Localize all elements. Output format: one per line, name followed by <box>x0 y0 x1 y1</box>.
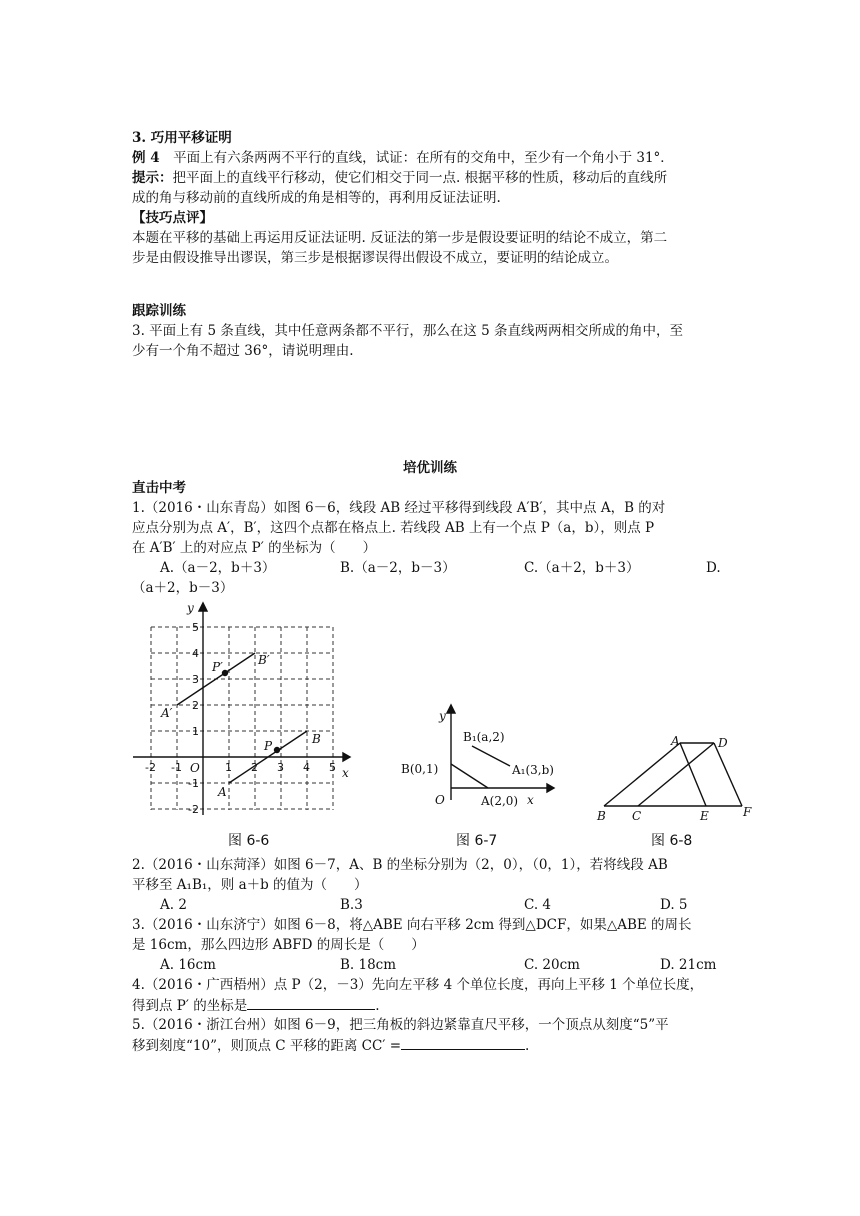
q1-option-c: C.（a＋2，b＋3） <box>524 560 640 576</box>
x-axis-arrow <box>547 784 554 792</box>
y-tick: 1 <box>192 725 199 738</box>
label-b: B <box>312 732 321 746</box>
q4-end: . <box>375 998 380 1014</box>
tracking-q3-line-1: 3. 平面上有 5 条直线，其中任意两条都不平行，那么在这 5 条直线两两相交所成的角中，至 <box>132 323 684 339</box>
origin-label: O <box>435 793 445 807</box>
label-e: E <box>700 809 709 823</box>
side-ba <box>604 743 680 806</box>
label-p: P <box>264 739 273 753</box>
x-axis-label: x <box>342 766 349 780</box>
q1-option-b: B.（a－2，b－3） <box>340 560 456 576</box>
y-axis-arrow <box>199 603 207 611</box>
q5-text: 移到刻度“10”，则顶点 C 平移的距离 CC′ = <box>132 1038 402 1054</box>
label-d: D <box>718 736 728 750</box>
q2-line-2: 平移至 A₁B₁，则 a＋b 的值为（ ） <box>132 877 368 893</box>
q2-line-1: 2.（2016・山东菏泽）如图 6－7，A、B 的坐标分别为（2，0），（0，1），若将线段 AB <box>132 857 668 873</box>
x-tick: -2 <box>145 761 156 774</box>
q2-option-d: D. 5 <box>660 897 688 913</box>
label-b: B <box>597 809 606 823</box>
y-axis-arrow <box>447 705 455 713</box>
y-tick: 2 <box>192 699 199 712</box>
point-p <box>275 748 280 753</box>
tip-line-1: 本题在平移的基础上再运用反证法证明. 反证法的第一步是假设要证明的结论不成立，第二 <box>132 230 668 246</box>
section-heading: 3. 巧用平移证明 <box>132 130 232 146</box>
q4-text: 得到点 P′ 的坐标是 <box>132 998 248 1014</box>
side-df <box>714 743 742 806</box>
x-axis-label: x <box>527 793 534 807</box>
figure-6-6 <box>128 600 368 828</box>
x-tick: 4 <box>303 761 310 774</box>
q5-end: . <box>525 1038 530 1054</box>
q1-option-a: A.（a－2，b＋3） <box>160 560 276 576</box>
label-a: A <box>671 734 680 748</box>
label-a1: A₁(3,b) <box>512 763 554 777</box>
grid-lines <box>151 627 333 810</box>
q3-option-a: A. 16cm <box>160 957 216 973</box>
x-tick: 2 <box>251 761 258 774</box>
x-tick: 1 <box>225 761 232 774</box>
example-4 <box>132 148 674 168</box>
q1-line-1: 1.（2016・山东青岛）如图 6－6，线段 AB 经过平移得到线段 A′B′，其中点 A，B 的对 <box>132 500 666 516</box>
q4-line-2 <box>132 995 380 1016</box>
y-tick: 3 <box>192 673 199 686</box>
q2-option-a: A. 2 <box>160 897 187 913</box>
example-label: 例 4 <box>132 150 160 166</box>
label-a: A(2,0) <box>481 794 519 808</box>
example-text: 平面上有六条两两不平行的直线，试证：在所有的交角中，至少有一个角小于 31°． <box>159 150 674 166</box>
training-title: 培优训练 <box>403 460 457 476</box>
y-axis-label: y <box>187 601 194 615</box>
q4-line-1: 4.（2016・广西梧州）点 P（2，－3）先向左平移 4 个单位长度，再向上平移 1 个单位长度， <box>132 977 704 993</box>
training-subtitle: 直击中考 <box>132 480 186 496</box>
x-tick: -1 <box>171 761 182 774</box>
figure-6-8-caption: 图 6-8 <box>651 833 693 849</box>
tracking-q3-line-2: 少有一个角不超过 36°，请说明理由. <box>132 343 354 359</box>
hint-label: 提示： <box>132 170 173 186</box>
figure-6-7-caption: 图 6-7 <box>456 833 498 849</box>
x-axis-arrow <box>343 753 350 761</box>
q1-option-d: D. <box>706 560 721 576</box>
tracking-heading: 跟踪训练 <box>132 303 186 319</box>
q3-option-b: B. 18cm <box>340 957 397 973</box>
label-p1: P′ <box>212 660 223 674</box>
y-tick: 4 <box>192 647 199 660</box>
y-tick: 5 <box>192 621 199 634</box>
q1-line-2: 应点分别为点 A′，B′，这四个点都在格点上. 若线段 AB 上有一个点 P（a，b），则点 P <box>132 520 655 536</box>
q1-line-3: 在 A′B′ 上的对应点 P′ 的坐标为（ ） <box>132 540 377 556</box>
hint-text-1: 把平面上的直线平行移动，使它们相交于同一点. 根据平移的性质，移动后的直线所 <box>172 170 668 186</box>
tip-line-2: 步是由假设推导出谬误，第三步是根据谬误得出假设不成立，要证明的结论成立。 <box>132 250 618 266</box>
q2-option-c: C. 4 <box>524 897 552 913</box>
q1-option-d-cont: （a＋2，b－3） <box>132 580 234 596</box>
q3-line-2: 是 16cm，那么四边形 ABFD 的周长是（ ） <box>132 937 425 953</box>
label-b: B(0,1) <box>401 762 439 776</box>
q5-line-2 <box>132 1035 529 1056</box>
y-axis-label: y <box>439 709 446 723</box>
y-tick: -2 <box>188 803 199 816</box>
origin-label: O <box>190 761 200 775</box>
figure-6-8 <box>590 730 760 825</box>
q3-option-c: C. 20cm <box>524 957 580 973</box>
tip-heading: 【技巧点评】 <box>132 210 213 226</box>
q5-line-1: 5.（2016・浙江台州）如图 6－9，把三角板的斜边紧靠直尺平移，一个顶点从刻度“5”平 <box>132 1017 669 1033</box>
label-c: C <box>632 809 642 823</box>
q4-answer-blank[interactable] <box>247 995 375 1010</box>
hint-line-2: 成的角与移动前的直线所成的角是相等的，再利用反证法证明. <box>132 190 501 206</box>
label-f: F <box>743 805 752 819</box>
label-b1: B′ <box>258 653 270 667</box>
figure-6-7 <box>395 700 560 812</box>
q2-option-b: B.3 <box>340 897 363 913</box>
x-tick: 5 <box>329 761 336 774</box>
q5-answer-blank[interactable] <box>401 1035 525 1050</box>
point-p1 <box>223 671 228 676</box>
figure-6-6-caption: 图 6-6 <box>228 833 270 849</box>
segment-a1b1 <box>472 746 510 766</box>
label-b1: B₁(a,2) <box>463 730 505 744</box>
segment-ab <box>451 764 488 788</box>
y-tick: -1 <box>188 777 199 790</box>
hint-line-1 <box>132 168 667 188</box>
q3-line-1: 3.（2016・山东济宁）如图 6－8，将△ABE 向右平移 2cm 得到△DCF，如果△ABE 的周长 <box>132 917 692 933</box>
x-tick: 3 <box>277 761 284 774</box>
label-a1: A′ <box>161 706 173 720</box>
q3-option-d: D. 21cm <box>660 957 717 973</box>
label-a: A <box>218 785 227 799</box>
